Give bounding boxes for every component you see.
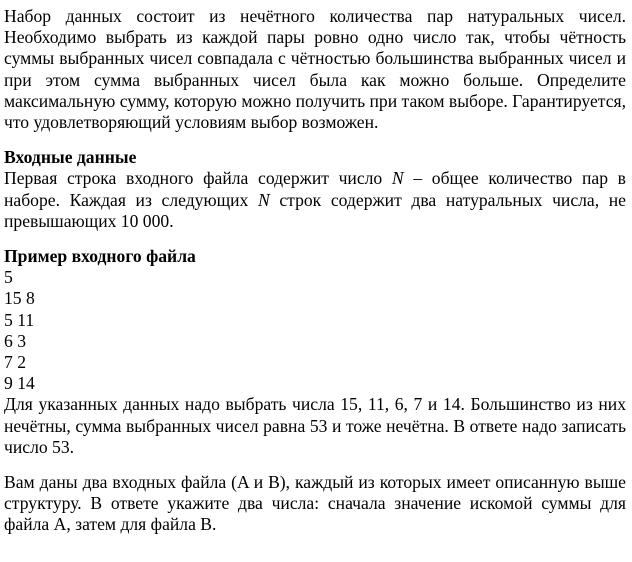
example-line: 5 xyxy=(4,267,13,288)
example-line: 15 8 xyxy=(4,288,35,309)
example-line: 7 2 xyxy=(4,352,26,373)
example-explanation: Для указанных данных надо выбрать числа 15, 11, 6, 7 и 14. Большинство из них нечётны, сумма выбранных чисел равна 53 и тоже нечётна. В ответе надо записать число 53. xyxy=(4,394,626,457)
files-paragraph: Вам даны два входных файла (A и B), каждый из которых имеет описанную выше структуру. В ответе укажите два числа: сначала значение искомой суммы для файла A, затем для файла B. xyxy=(4,472,626,535)
input-text-part2: – общее количество пар в наборе. Каждая из следующих xyxy=(4,168,626,210)
spacer xyxy=(4,133,626,147)
input-text-part3: строк содержит два натуральных числа, не превышающих 10 000. xyxy=(4,189,626,231)
input-description xyxy=(4,168,626,232)
spacer xyxy=(4,458,626,472)
example-line: 9 14 xyxy=(4,373,35,394)
task-paragraph: Набор данных состоит из нечётного количества пар натуральных чисел. Необходимо выбрать из каждой пары ровно одно число так, чтобы чётность суммы выбранных чисел совпадала с чётностью большинства выбранных чисел и при этом сумма выбранных чисел была как можно больше. Определите максимальную сумму, которую можно получить при таком выборе. Гарантируется, что удовлетворяющий условиям выбор возможен. xyxy=(4,6,626,133)
input-heading: Входные данные xyxy=(4,147,137,168)
example-line: 5 11 xyxy=(4,309,35,330)
input-text-part1: Первая строка входного файла содержит число xyxy=(4,168,392,189)
spacer xyxy=(4,232,626,246)
var-n-2: N xyxy=(257,189,270,210)
example-line: 6 3 xyxy=(4,330,26,351)
example-heading: Пример входного файла xyxy=(4,246,196,267)
var-n-1: N xyxy=(391,168,404,189)
